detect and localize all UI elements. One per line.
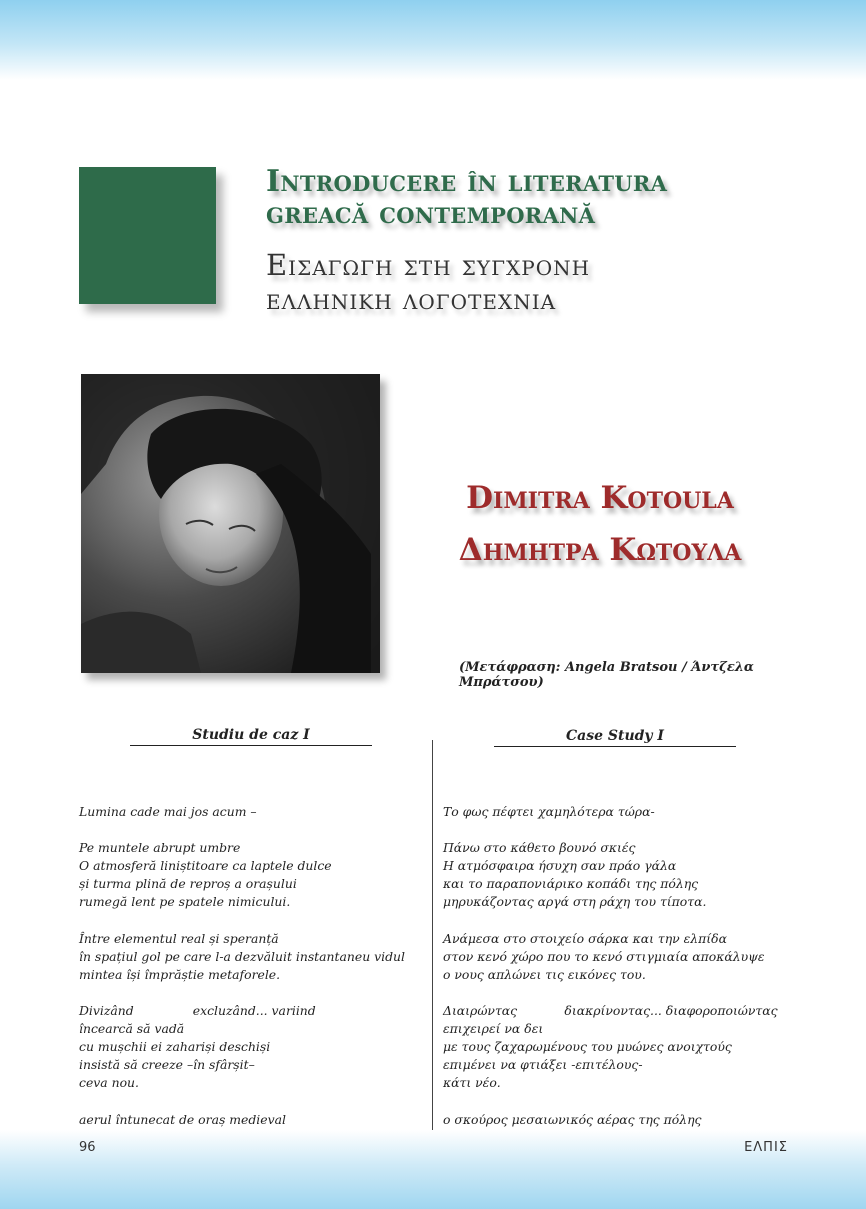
poem-line: încearcă să vadă	[79, 1021, 185, 1037]
poem-line: Διαιρώντας διακρίνοντας... διαφοροποιώντας	[443, 1003, 778, 1019]
poem-line	[79, 912, 449, 930]
green-decorative-square	[79, 167, 216, 304]
journal-name: ΕΛΠΙΣ	[744, 1140, 788, 1155]
poem-line	[79, 1093, 449, 1111]
poem-romanian	[79, 803, 449, 1129]
title-romanian-line-1: Introducere în literatura	[266, 164, 668, 199]
poem-line: Πάνω στο κάθετο βουνό σκιές	[443, 840, 636, 856]
poem-line: στον κενό χώρο που το κενό στιγμιαία αποκάλυψε	[443, 948, 765, 964]
translation-credit: (Μετάφραση: Angela Bratsou / Άντζελα Μπράτσου)	[459, 660, 754, 690]
poem-line: ο νους απλώνει τις εικόνες του.	[443, 966, 646, 982]
author-name-greek: Δημητρα Κωτουλα	[458, 532, 742, 568]
poem-line: κάτι νέο.	[443, 1075, 501, 1091]
poem-line: με τους ζαχαρωμένους του μυώνες ανοιχτούς	[443, 1039, 732, 1055]
poem-line: și turma plină de reproș a orașului	[79, 876, 297, 892]
poem-line: ο σκούρος μεσαιωνικός αέρας της πόλης	[443, 1111, 702, 1127]
top-gradient-band	[0, 0, 866, 80]
poem-line: επιχειρεί να δει	[443, 1021, 544, 1037]
poem-line	[443, 984, 813, 1002]
author-portrait-photo	[81, 374, 380, 673]
poem-line: O atmosferă liniștitoare ca laptele dulce	[79, 858, 332, 874]
poem-line: και το παραπονιάρικο κοπάδι της πόλης	[443, 876, 699, 892]
poem-line: Η ατμόσφαιρα ήσυχη σαν πράο γάλα	[443, 858, 677, 874]
poem-line	[79, 821, 449, 839]
poem-line: cu mușchii ei zahariși deschiși	[79, 1039, 271, 1055]
title-romanian-line-2: greacă contemporană	[266, 196, 596, 231]
poem-line: Ανάμεσα στο στοιχείο σάρκα και την ελπίδα	[443, 930, 727, 946]
title-greek-line-2: ελληνικη λογοτεχνια	[266, 282, 557, 316]
poem-line: mintea își împrăștie metaforele.	[79, 966, 281, 982]
poem-line: επιμένει να φτιάξει -επιτέλους-	[443, 1057, 643, 1073]
title-romanian	[266, 166, 806, 230]
poem-line: Divizând excluzând... variind	[79, 1003, 316, 1019]
poem-line: aerul întunecat de oraș medieval	[79, 1111, 286, 1127]
poem-line	[443, 1093, 813, 1111]
poem-line: Lumina cade mai jos acum –	[79, 804, 257, 819]
poem-line: Το φως πέφτει χαμηλότερα τώρα-	[443, 804, 655, 819]
poem-line	[79, 984, 449, 1002]
poem-line: Între elementul real și speranță	[79, 930, 279, 946]
portrait-image	[81, 374, 380, 673]
author-name-latin: Dimitra Kotoula	[466, 480, 734, 516]
poem-line: în spațiul gol pe care l-a dezvăluit instantaneu vidul	[79, 948, 405, 964]
page-number: 96	[79, 1140, 96, 1155]
poem-line: rumegă lent pe spatele nimicului.	[79, 894, 291, 910]
left-column-title: Studiu de caz I	[130, 726, 372, 746]
right-column-title: Case Study I	[494, 727, 736, 747]
poem-line	[443, 821, 813, 839]
poem-line	[443, 912, 813, 930]
title-greek	[266, 248, 826, 316]
poem-line: insistă să creeze –în sfârșit–	[79, 1057, 255, 1073]
poem-line: μηρυκάζοντας αργά στη ράχη του τίποτα.	[443, 894, 707, 910]
poem-line: ceva nou.	[79, 1075, 139, 1091]
poem-line: Pe muntele abrupt umbre	[79, 840, 241, 856]
bottom-gradient-band	[0, 1130, 866, 1209]
title-greek-line-1: Εισαγωγη στη συγχρονη	[266, 248, 591, 282]
poem-greek	[443, 803, 813, 1129]
